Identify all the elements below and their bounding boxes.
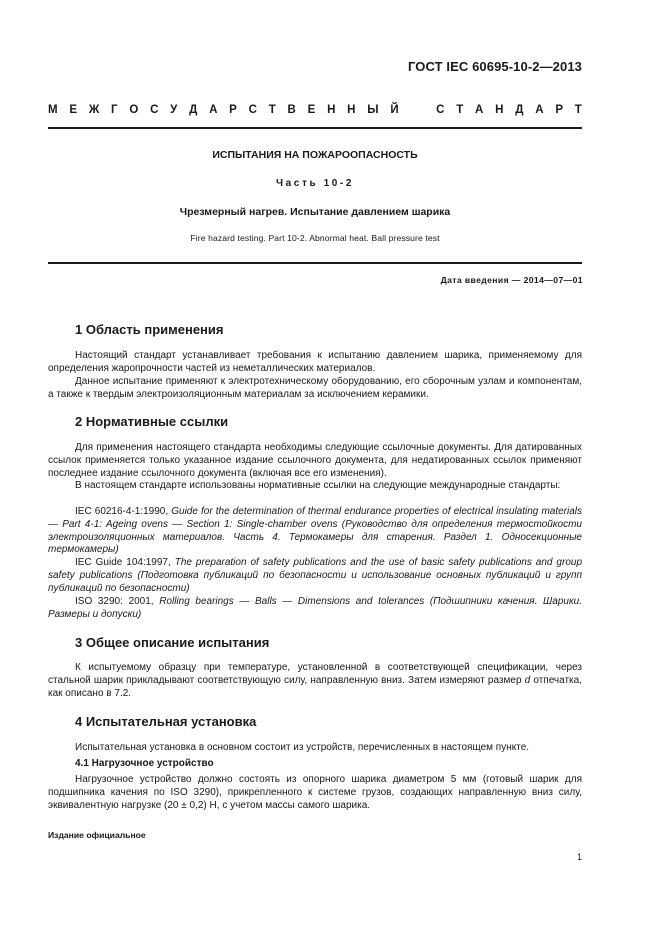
title-subtitle: Чрезмерный нагрев. Испытание давлением шарика [179,206,451,218]
banner-letter: Д [189,104,198,116]
banner-letter: У [170,104,178,116]
section-4-paragraph-2 [48,774,582,812]
banner-letter: Н [495,104,504,116]
section-2-paragraph-2 [48,480,582,493]
official-edition-label: Издание официальное [48,830,146,840]
section-1-heading: 1 Область применения [75,322,224,337]
subsection-4-1-heading: 4.1 Нагрузочное устройство [75,758,214,769]
section-2-p1-text: Для применения настоящего стандарта необходимы следующие ссылочные документы. Для датированных ссылок применяется только указанное издание ссылочного документа, для недатированных ссылок применяют последнее издание ссылочного документа (включая все его изменения). [48,442,582,479]
section-4-paragraph-1 [48,742,582,755]
section-2-paragraph-1 [48,442,582,480]
title-main: ИСПЫТАНИЯ НА ПОЖАРООПАСНОСТЬ [212,149,418,161]
section-3-heading: 3 Общее описание испытания [75,635,270,650]
section-1-p2-text: Данное испытание применяют к электротехническому оборудованию, его сборочным узлам и компонентам, а также к твердым электроизоляционным материалам за исключением керамики. [48,376,582,400]
banner-letter: Р [229,104,237,116]
section-2-heading: 2 Нормативные ссылки [75,414,229,429]
title-rule [48,262,582,264]
ref-1-title: Guide for the determination of thermal endurance properties of electrical insulating materials — Part 4-1: Ageing ovens — Section 1: Single-chamber ovens (Руководство для определения термостойкости электроизоляционных материалов. Часть 4. Термокамеры для старения. Раздел 1. Односекционные термокамеры) [48,506,583,556]
banner-letter: Ж [88,104,100,116]
section-4-heading: 4 Испытательная установка [75,714,257,729]
banner-letter: А [535,104,544,116]
title-english: Fire hazard testing. Part 10-2. Abnormal heat. Ball pressure test [190,233,440,243]
symbol-d: d [524,674,531,686]
banner-letter: Ы [367,104,379,116]
interstate-standard-banner [48,104,582,117]
banner-letter: С [436,104,445,116]
section-1-p1-text: Настоящий стандарт устанавливает требования к испытанию давлением шарика, применяемому для определения жаропрочности частей из неметаллических материалов. [48,350,582,374]
page-number: 1 [576,852,582,862]
ref-1-code: IEC 60216-4-1:1990, [75,506,169,517]
banner-letter: Д [515,104,524,116]
banner-letter: О [129,104,139,116]
section-2-p2-text: В настоящем стандарте использованы нормативные ссылки на следующие международные стандарты: [75,480,561,491]
reference-iso-3290 [48,596,582,622]
banner-letter: Т [574,104,582,116]
ref-3-title: Rolling bearings — Balls — Dimensions and tolerances (Подшипники качения. Шарики. Размеры и допуски) [48,596,583,620]
reference-iec-60216 [48,506,582,557]
banner-letter: А [475,104,484,116]
banner-letter: Т [268,104,276,116]
intro-date: Дата введения — 2014—07—01 [440,275,583,285]
section-3-p1-text-b: отпечатка, как описано в 7.2. [48,674,582,699]
banner-letter: Е [69,104,78,116]
banner-letter: С [248,104,257,116]
banner-letter: В [287,104,296,116]
section-1-paragraph-1 [48,350,582,376]
banner-letter: Т [456,104,464,116]
banner-letter: Е [307,104,316,116]
banner-letter: Н [347,104,356,116]
banner-letter: Г [111,104,118,116]
banner-letter: Р [555,104,563,116]
header-rule [48,127,582,129]
banner-letter: Й [390,104,399,116]
section-4-p1-text: Испытательная установка в основном состоит из устройств, перечисленных в настоящем пункте. [75,742,530,753]
banner-letter: С [150,104,159,116]
banner-letter: Н [327,104,336,116]
standard-designation: ГОСТ IEC 60695-10-2—2013 [407,59,582,74]
ref-2-title: The preparation of safety publications and the use of basic safety publications and group safety publications (Подготовка публикаций по безопасности и использование основных публикаций и групп публикаций по безопасности) [48,557,583,594]
banner-letter: А [209,104,218,116]
title-part: Часть 10-2 [276,178,354,189]
reference-iec-guide-104 [48,557,582,595]
banner-letter [410,104,424,117]
section-3-p1-text-a: К испытуемому образцу при температуре, установленной в соответствующей спецификации, через стальной шарик прикладывают соответствующую силу, направленную вниз. Затем измеряют размер [48,662,582,686]
ref-2-code: IEC Guide 104:1997, [75,557,171,568]
ref-3-code: ISO 3290: 2001, [75,596,154,607]
section-3-paragraph-1 [48,662,582,700]
section-4-p2-text: Нагрузочное устройство должно состоять из опорного шарика диаметром 5 мм (готовый шарик для подшипника качения по ISO 3290), прикрепленного к системе грузов, создающих направленную вниз силу, эквивалентную нагрузке (20 ± 0,2) Н, с учетом массы самого шарика. [48,774,582,811]
section-1-paragraph-2 [48,376,582,402]
banner-letter: М [48,104,58,116]
